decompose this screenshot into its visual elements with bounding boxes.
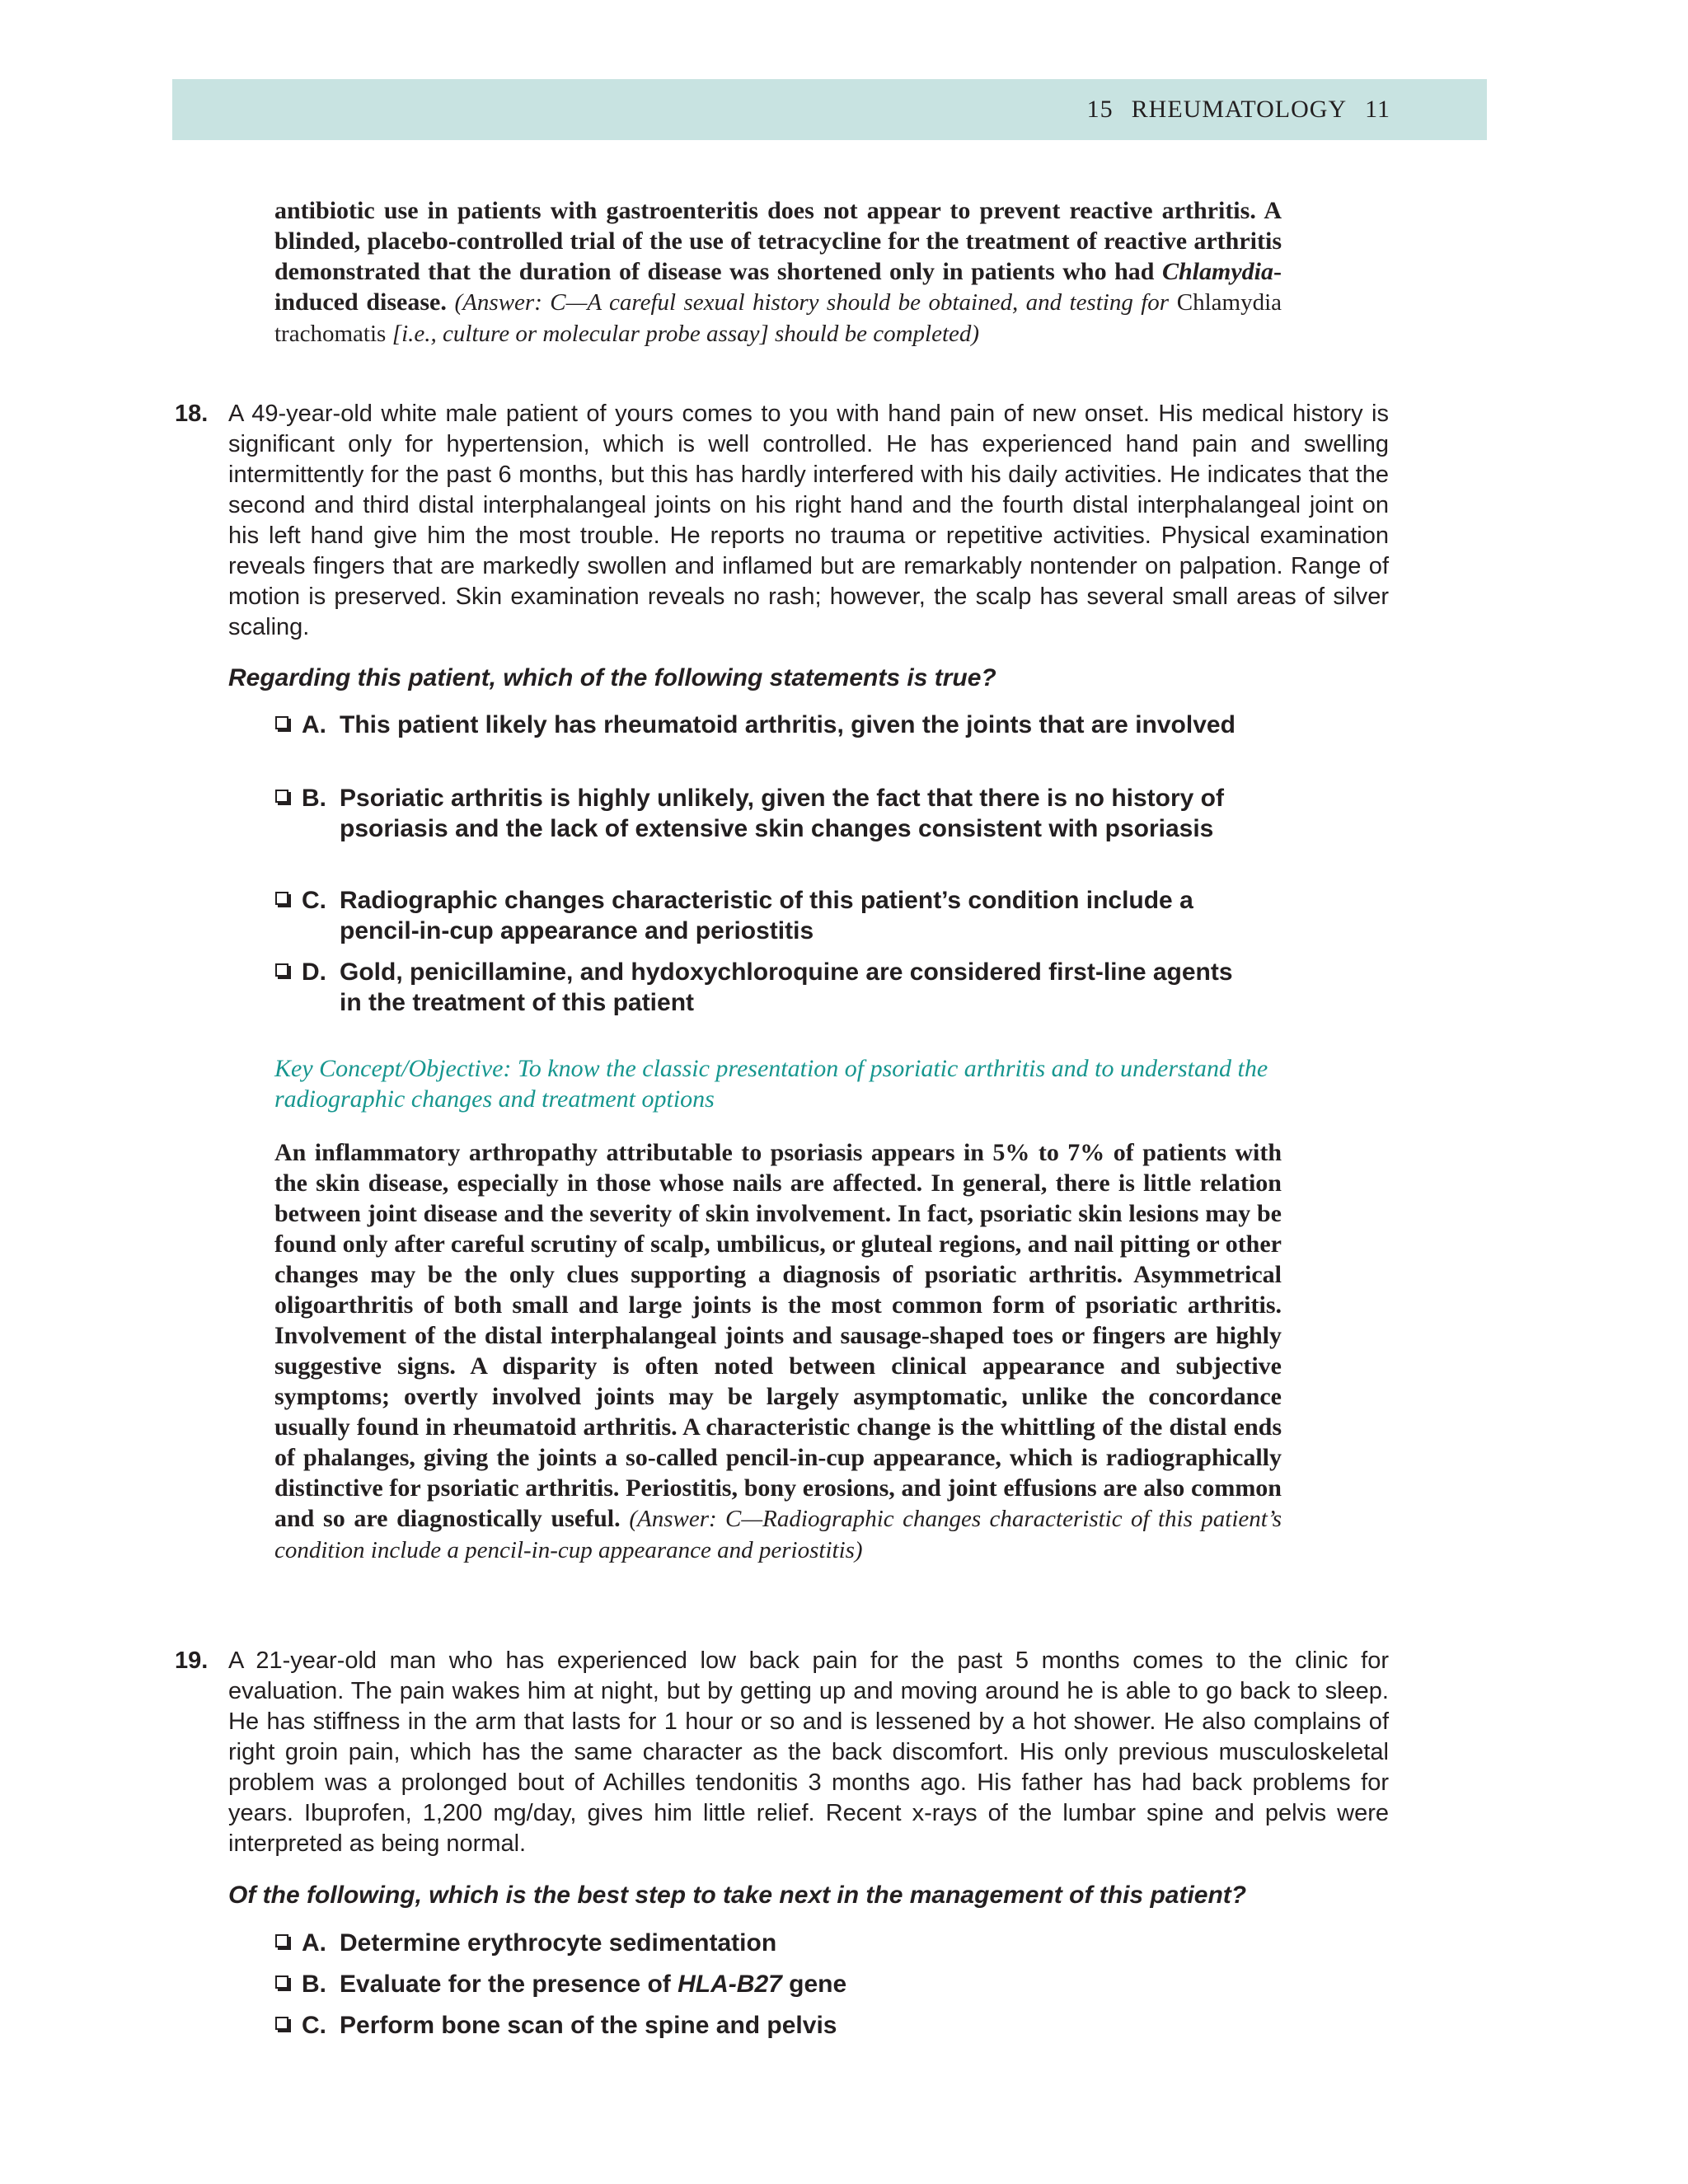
- running-header: [172, 79, 1487, 140]
- q18-number: 18.: [175, 401, 209, 427]
- q19-option-b[interactable]: [275, 1969, 1248, 1999]
- checkbox-icon[interactable]: [275, 963, 288, 977]
- q17-explanation-tail: [274, 195, 1282, 349]
- option-letter: C.: [302, 2012, 326, 2039]
- q17-explanation-text: antibiotic use in patients with gastroenteritis does not appear to prevent reactive arthritis. A blinded, placebo-controlled trial of the use of tetracycline for the treatment of reactive arthritis demonstrated that the duration of disease was shortened only in patients who had: [274, 197, 1282, 285]
- checkbox-icon[interactable]: [275, 892, 288, 905]
- option-text-after: gene: [789, 1971, 847, 1998]
- q17-answer-part1: (Answer: C—A careful sexual history should be obtained, and testing for: [454, 289, 1170, 316]
- chapter-number: 15: [1086, 96, 1114, 123]
- option-letter: D.: [302, 958, 326, 986]
- q19-stem: A 21-year-old man who has experienced low back pain for the past 5 months comes to the clinic for evaluation. The pain wakes him at night, but by getting up and moving around he is able to go back to sleep. He has stiffness in the arm that lasts for 1 hour or so and is lessened by a hot shower. He also complains of right groin pain, which has the same character as the back discomfort. His only previous musculoskeletal problem was a prolonged bout of Achilles tendonitis 3 months ago. His father has had back problems for years. Ibuprofen, 1,200 mg/day, gives him little relief. Recent x-rays of the lumbar spine and pelvis were interpreted as being normal.: [228, 1647, 1389, 1857]
- q17-explanation-suffix: -induced disease.: [274, 258, 1282, 316]
- q18-answer: (Answer: C—Radiographic changes characteristic of this patient’s condition include a pencil-in-cup appearance and periostitis): [274, 1506, 1282, 1563]
- option-text: [340, 1969, 1238, 1999]
- q19-option-a[interactable]: [275, 1928, 1248, 1958]
- option-letter: C.: [302, 887, 326, 914]
- q19-number: 19.: [175, 1647, 209, 1674]
- q18-key-concept: Key Concept/Objective: To know the classic presentation of psoriatic arthritis and to understand the radiographic changes and treatment options: [274, 1055, 1268, 1113]
- q17-answer-organism: Chlamydia trachomatis: [274, 289, 1282, 347]
- header-text: [1087, 96, 1390, 124]
- option-text: Determine erythrocyte sedimentation: [340, 1929, 777, 1957]
- checkbox-icon[interactable]: [275, 1975, 288, 1989]
- q18-explanation: [274, 1137, 1282, 1566]
- q19-option-c[interactable]: [275, 2010, 1248, 2041]
- checkbox-icon[interactable]: [275, 1934, 288, 1947]
- option-text: Radiographic changes characteristic of this patient’s condition include a pencil-in-cup appearance and periostitis: [340, 887, 1193, 944]
- option-text-before: Evaluate for the presence of: [340, 1971, 671, 1998]
- q17-answer-part2: [i.e., culture or molecular probe assay] should be completed): [392, 321, 980, 347]
- option-letter: A.: [302, 1929, 326, 1957]
- option-text: Gold, penicillamine, and hydoxychloroquine are considered first-line agents in the treatment of this patient: [340, 958, 1233, 1016]
- q19-prompt: Of the following, which is the best step to take next in the management of this patient?: [228, 1882, 1247, 1909]
- q18-stem: A 49-year-old white male patient of yours comes to you with hand pain of new onset. His medical history is significant only for hypertension, which is well controlled. He has experienced hand pain and swelling intermittently for the past 6 months, but this has hardly interfered with his daily activities. He indicates that the second and third distal interphalangeal joints on his right hand and the fourth distal interphalangeal joint on his left hand give him the most trouble. He reports no trauma or repetitive activities. Physical examination reveals fingers that are markedly swollen and inflamed but are remarkably nontender on palpation. Range of motion is preserved. Skin examination reveals no rash; however, the scalp has several small areas of silver scaling.: [228, 401, 1389, 640]
- option-text: This patient likely has rheumatoid arthritis, given the joints that are involved: [340, 711, 1236, 738]
- q18-option-a[interactable]: [275, 710, 1248, 771]
- q18-option-c[interactable]: [275, 885, 1248, 946]
- checkbox-icon[interactable]: [275, 716, 288, 729]
- option-text: Psoriatic arthritis is highly unlikely, given the fact that there is no history of psoriasis and the lack of extensive skin changes consistent with psoriasis: [340, 785, 1224, 842]
- option-letter: B.: [302, 785, 326, 812]
- q17-organism: Chlamydia: [1161, 258, 1273, 285]
- option-letter: B.: [302, 1971, 326, 1998]
- chapter-title: RHEUMATOLOGY: [1131, 96, 1348, 123]
- q18-option-d[interactable]: [275, 957, 1248, 1018]
- q18-explanation-text: An inflammatory arthropathy attributable to psoriasis appears in 5% to 7% of patients with the skin disease, especially in those whose nails are affected. In general, there is little relation between joint disease and the severity of skin involvement. In fact, psoriatic skin lesions may be found only after careful scrutiny of scalp, umbilicus, or gluteal regions, and nail pitting or other changes may be the only clues supporting a diagnosis of psoriatic arthritis. Asymmetrical oligoarthritis of both small and large joints is the most common form of psoriatic arthritis. Involvement of the distal interphalangeal joints and sausage-shaped toes or fingers are highly suggestive signs. A disparity is often noted between clinical appearance and subjective symptoms; overtly involved joints may be largely asymptomatic, unlike the concordance usually found in rheumatoid arthritis. A characteristic change is the whittling of the distal ends of phalanges, giving the joints a so-called pencil-in-cup appearance, which is radiographically distinctive for psoriatic arthritis. Periostitis, bony erosions, and joint effusions are also common and so are diagnostically useful.: [274, 1139, 1282, 1532]
- page-number: 11: [1365, 96, 1390, 123]
- checkbox-icon[interactable]: [275, 2017, 288, 2030]
- q18-option-b[interactable]: [275, 783, 1248, 874]
- checkbox-icon[interactable]: [275, 790, 288, 803]
- option-letter: A.: [302, 711, 326, 738]
- q18-prompt: Regarding this patient, which of the following statements is true?: [228, 664, 996, 691]
- option-text: Perform bone scan of the spine and pelvis: [340, 2012, 837, 2039]
- gene-name: HLA-B27: [678, 1971, 782, 1998]
